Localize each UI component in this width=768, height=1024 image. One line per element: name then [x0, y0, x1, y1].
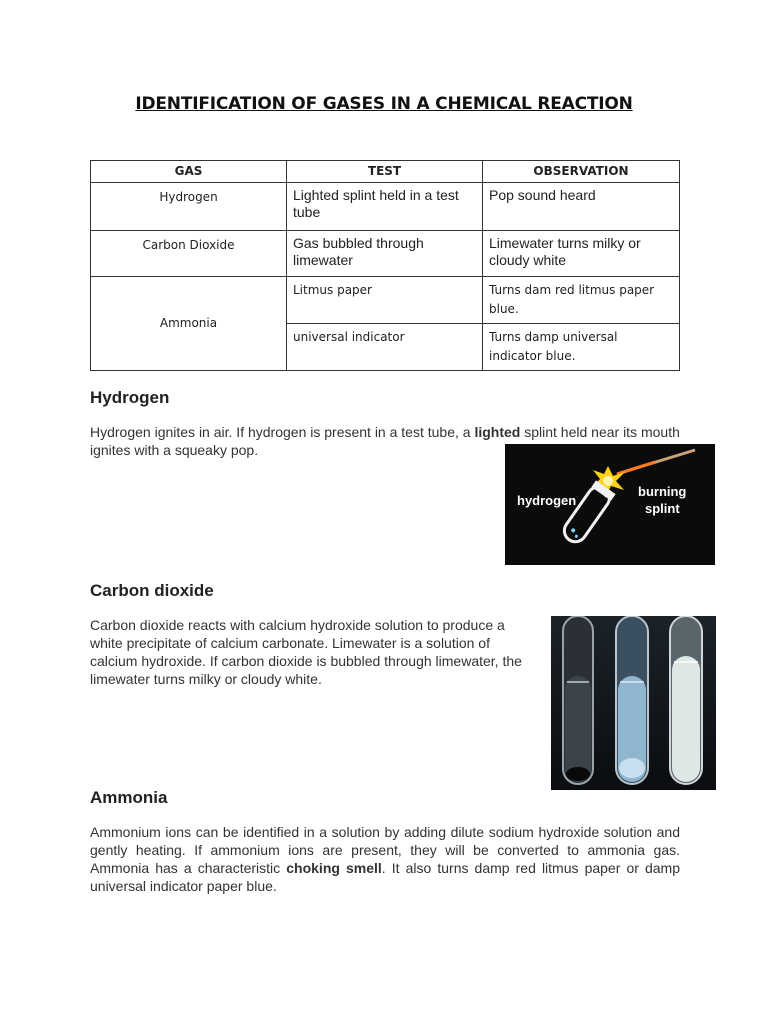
page-title: IDENTIFICATION OF GASES IN A CHEMICAL REACTION	[135, 94, 633, 114]
cell-gas-hydrogen: Hydrogen	[91, 183, 287, 231]
hydrogen-bold-text: lighted	[474, 424, 521, 440]
cell-test-universal: universal indicator	[287, 324, 483, 371]
cell-observation-carbon-dioxide: Limewater turns milky or cloudy white	[483, 231, 680, 277]
cell-test-carbon-dioxide: Gas bubbled through limewater	[287, 231, 483, 277]
cell-observation-universal: Turns damp universal indicator blue.	[483, 324, 680, 371]
cell-test-litmus: Litmus paper	[287, 277, 483, 324]
limewater-test-tubes-image	[551, 616, 716, 790]
table-header-row	[91, 161, 680, 183]
cell-test-hydrogen: Lighted splint held in a test tube	[287, 183, 483, 231]
cell-gas-carbon-dioxide: Carbon Dioxide	[91, 231, 287, 277]
carbon-dioxide-heading: Carbon dioxide	[90, 581, 214, 600]
table-header-gas: GAS	[91, 161, 287, 183]
cell-observation-hydrogen: Pop sound heard	[483, 183, 680, 231]
cell-observation-litmus: Turns dam red litmus paper blue.	[483, 277, 680, 324]
hydrogen-splint-image	[505, 444, 715, 565]
image-label-burning: burning	[638, 484, 687, 499]
image-label-splint: splint	[645, 501, 680, 516]
table-row-hydrogen	[91, 183, 680, 231]
table-row-ammonia-litmus	[91, 277, 680, 324]
cell-gas-ammonia: Ammonia	[91, 277, 287, 371]
ammonia-paragraph: Ammonium ions can be identified in a solution by adding dilute sodium hydroxide solution and gently heating. If ammonium ions are present, they will be converted to ammonia gas. Ammonia has a characteristic choking smell. It also turns damp red litmus paper or damp universal indicator paper blue.	[90, 824, 680, 894]
table-header-test: TEST	[287, 161, 483, 183]
hydrogen-heading: Hydrogen	[90, 388, 170, 407]
ammonia-heading: Ammonia	[90, 788, 168, 807]
image-label-hydrogen: hydrogen	[517, 493, 577, 508]
carbon-dioxide-paragraph: Carbon dioxide reacts with calcium hydroxide solution to produce a white precipitate of calcium carbonate. Limewater is a solution of calcium hydroxide. If carbon dioxide is bubbled through limewater, the limewater turns milky or cloudy white.	[90, 617, 522, 687]
table-header-observation: OBSERVATION	[483, 161, 680, 183]
hydrogen-paragraph: Hydrogen ignites in air. If hydrogen is present in a test tube, a lighted splint held near its mouth ignites with a squeaky pop.	[90, 424, 680, 458]
ammonia-bold-text: choking smell	[286, 860, 382, 876]
table-row-carbon-dioxide	[91, 231, 680, 277]
gas-identification-table	[90, 160, 680, 371]
